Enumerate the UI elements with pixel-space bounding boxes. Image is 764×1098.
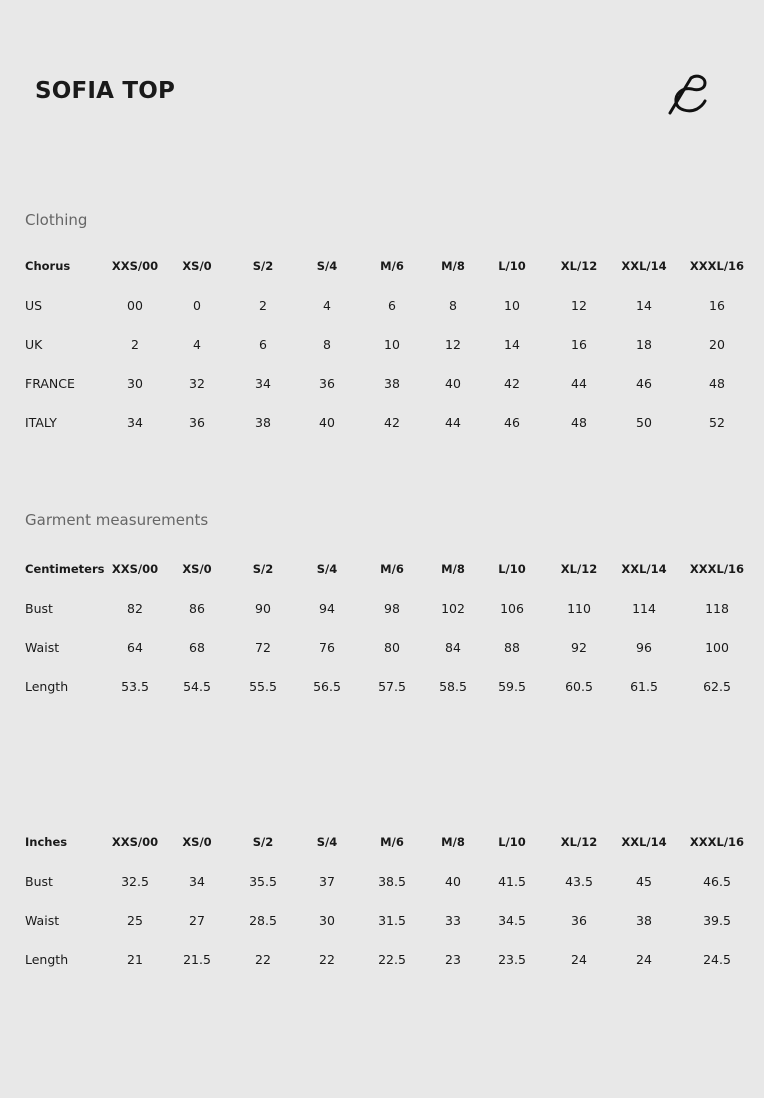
table-cell: 43.5 [565, 874, 593, 889]
table-cell: 14 [504, 337, 520, 352]
table-cell: 32 [189, 376, 205, 391]
table-cell: 84 [445, 640, 461, 655]
table-cell: 80 [384, 640, 400, 655]
table-cell: 35.5 [249, 874, 277, 889]
table-cell: 38 [255, 415, 271, 430]
table-cell: 62.5 [703, 679, 731, 694]
size-column-header: S/4 [316, 259, 338, 273]
table-cell: 8 [323, 337, 331, 352]
table-cell: 36 [571, 913, 587, 928]
size-column-header: M/8 [441, 562, 465, 576]
size-column-header: M/6 [380, 259, 404, 273]
table-cell: 96 [636, 640, 652, 655]
table-cell: 54.5 [183, 679, 211, 694]
table-cell: 82 [127, 601, 143, 616]
table-cell: 50 [636, 415, 652, 430]
table-cell: 55.5 [249, 679, 277, 694]
table-cell: 102 [441, 601, 465, 616]
size-column-header: S/2 [252, 562, 274, 576]
table-header-label: Centimeters [25, 562, 105, 576]
table-cell: 6 [259, 337, 267, 352]
table-cell: 98 [384, 601, 400, 616]
centimeters-table [0, 562, 764, 718]
size-column-header: M/8 [441, 835, 465, 849]
table-cell: 6 [388, 298, 396, 313]
table-row [0, 337, 764, 376]
table-cell: 31.5 [378, 913, 406, 928]
row-label: ITALY [25, 415, 57, 430]
row-label: Bust [25, 601, 53, 616]
table-cell: 32.5 [121, 874, 149, 889]
table-cell: 57.5 [378, 679, 406, 694]
clothing-section-title: Clothing [25, 211, 88, 229]
table-row [0, 679, 764, 718]
table-cell: 12 [445, 337, 461, 352]
table-cell: 45 [636, 874, 652, 889]
size-column-header: XL/12 [560, 835, 598, 849]
table-cell: 25 [127, 913, 143, 928]
table-cell: 2 [131, 337, 139, 352]
table-cell: 22 [319, 952, 335, 967]
table-cell: 24.5 [703, 952, 731, 967]
table-cell: 92 [571, 640, 587, 655]
brand-monogram-icon [667, 72, 711, 116]
table-cell: 4 [193, 337, 201, 352]
table-row [0, 640, 764, 679]
size-column-header: XL/12 [560, 259, 598, 273]
size-column-header: L/10 [498, 835, 526, 849]
table-cell: 36 [319, 376, 335, 391]
size-column-header: XXXL/16 [689, 835, 745, 849]
size-column-header: XXL/14 [621, 562, 667, 576]
size-column-header: M/6 [380, 835, 404, 849]
row-label: Waist [25, 913, 60, 928]
size-column-header: XXXL/16 [689, 259, 745, 273]
size-column-header: XXS/00 [111, 562, 159, 576]
table-cell: 30 [319, 913, 335, 928]
size-column-header: XS/0 [182, 562, 212, 576]
size-column-header: S/2 [252, 259, 274, 273]
row-label: US [25, 298, 43, 313]
table-cell: 18 [636, 337, 652, 352]
table-cell: 38 [636, 913, 652, 928]
table-cell: 12 [571, 298, 587, 313]
table-cell: 39.5 [703, 913, 731, 928]
table-cell: 34.5 [498, 913, 526, 928]
table-header-label: Chorus [25, 259, 71, 273]
table-cell: 44 [445, 415, 461, 430]
table-cell: 42 [384, 415, 400, 430]
table-cell: 68 [189, 640, 205, 655]
table-header-row [0, 259, 764, 298]
table-cell: 56.5 [313, 679, 341, 694]
table-cell: 33 [445, 913, 461, 928]
garment-section-title: Garment measurements [25, 511, 209, 529]
table-cell: 40 [445, 376, 461, 391]
table-cell: 90 [255, 601, 271, 616]
table-cell: 20 [709, 337, 725, 352]
table-row [0, 376, 764, 415]
table-cell: 100 [705, 640, 729, 655]
size-column-header: XS/0 [182, 835, 212, 849]
table-cell: 10 [504, 298, 520, 313]
row-label: Length [25, 679, 69, 694]
table-header-label: Inches [25, 835, 68, 849]
table-cell: 58.5 [439, 679, 467, 694]
table-cell: 40 [319, 415, 335, 430]
table-cell: 114 [632, 601, 656, 616]
table-cell: 48 [709, 376, 725, 391]
table-cell: 94 [319, 601, 335, 616]
table-row [0, 415, 764, 454]
table-cell: 34 [255, 376, 271, 391]
table-cell: 61.5 [630, 679, 658, 694]
size-column-header: XXS/00 [111, 835, 159, 849]
table-cell: 16 [571, 337, 587, 352]
inches-table [0, 835, 764, 991]
table-cell: 46 [636, 376, 652, 391]
size-column-header: XL/12 [560, 562, 598, 576]
table-row [0, 913, 764, 952]
table-cell: 24 [636, 952, 652, 967]
table-cell: 23.5 [498, 952, 526, 967]
size-column-header: XS/0 [182, 259, 212, 273]
table-cell: 38 [384, 376, 400, 391]
table-cell: 42 [504, 376, 520, 391]
table-cell: 52 [709, 415, 725, 430]
table-cell: 59.5 [498, 679, 526, 694]
table-cell: 53.5 [121, 679, 149, 694]
table-row [0, 874, 764, 913]
table-cell: 46 [504, 415, 520, 430]
table-cell: 4 [323, 298, 331, 313]
table-cell: 22.5 [378, 952, 406, 967]
table-cell: 44 [571, 376, 587, 391]
size-column-header: M/6 [380, 562, 404, 576]
table-cell: 2 [259, 298, 267, 313]
table-header-row [0, 562, 764, 601]
row-label: FRANCE [25, 376, 75, 391]
table-cell: 60.5 [565, 679, 593, 694]
table-cell: 24 [571, 952, 587, 967]
table-cell: 21.5 [183, 952, 211, 967]
table-cell: 28.5 [249, 913, 277, 928]
table-cell: 34 [189, 874, 205, 889]
size-column-header: S/4 [316, 835, 338, 849]
table-cell: 14 [636, 298, 652, 313]
table-cell: 36 [189, 415, 205, 430]
table-cell: 30 [127, 376, 143, 391]
table-row [0, 601, 764, 640]
table-cell: 118 [705, 601, 729, 616]
table-cell: 0 [193, 298, 201, 313]
row-label: Waist [25, 640, 60, 655]
row-label: Length [25, 952, 69, 967]
size-column-header: XXL/14 [621, 259, 667, 273]
table-cell: 10 [384, 337, 400, 352]
size-column-header: S/2 [252, 835, 274, 849]
table-cell: 106 [500, 601, 524, 616]
table-cell: 88 [504, 640, 520, 655]
table-cell: 8 [449, 298, 457, 313]
table-cell: 86 [189, 601, 205, 616]
row-label: UK [25, 337, 43, 352]
table-cell: 40 [445, 874, 461, 889]
table-row [0, 952, 764, 991]
table-cell: 21 [127, 952, 143, 967]
table-cell: 34 [127, 415, 143, 430]
size-column-header: XXS/00 [111, 259, 159, 273]
table-cell: 23 [445, 952, 461, 967]
table-cell: 16 [709, 298, 725, 313]
table-cell: 37 [319, 874, 335, 889]
table-cell: 48 [571, 415, 587, 430]
table-cell: 38.5 [378, 874, 406, 889]
table-cell: 41.5 [498, 874, 526, 889]
size-column-header: M/8 [441, 259, 465, 273]
table-cell: 64 [127, 640, 143, 655]
table-cell: 72 [255, 640, 271, 655]
table-cell: 00 [127, 298, 143, 313]
size-column-header: L/10 [498, 259, 526, 273]
table-cell: 110 [567, 601, 591, 616]
table-header-row [0, 835, 764, 874]
page-title: SOFIA TOP [35, 78, 176, 104]
size-column-header: XXXL/16 [689, 562, 745, 576]
clothing-size-table [0, 259, 764, 454]
row-label: Bust [25, 874, 53, 889]
table-cell: 27 [189, 913, 205, 928]
table-row [0, 298, 764, 337]
table-cell: 46.5 [703, 874, 731, 889]
size-column-header: S/4 [316, 562, 338, 576]
table-cell: 76 [319, 640, 335, 655]
size-column-header: L/10 [498, 562, 526, 576]
table-cell: 22 [255, 952, 271, 967]
size-column-header: XXL/14 [621, 835, 667, 849]
